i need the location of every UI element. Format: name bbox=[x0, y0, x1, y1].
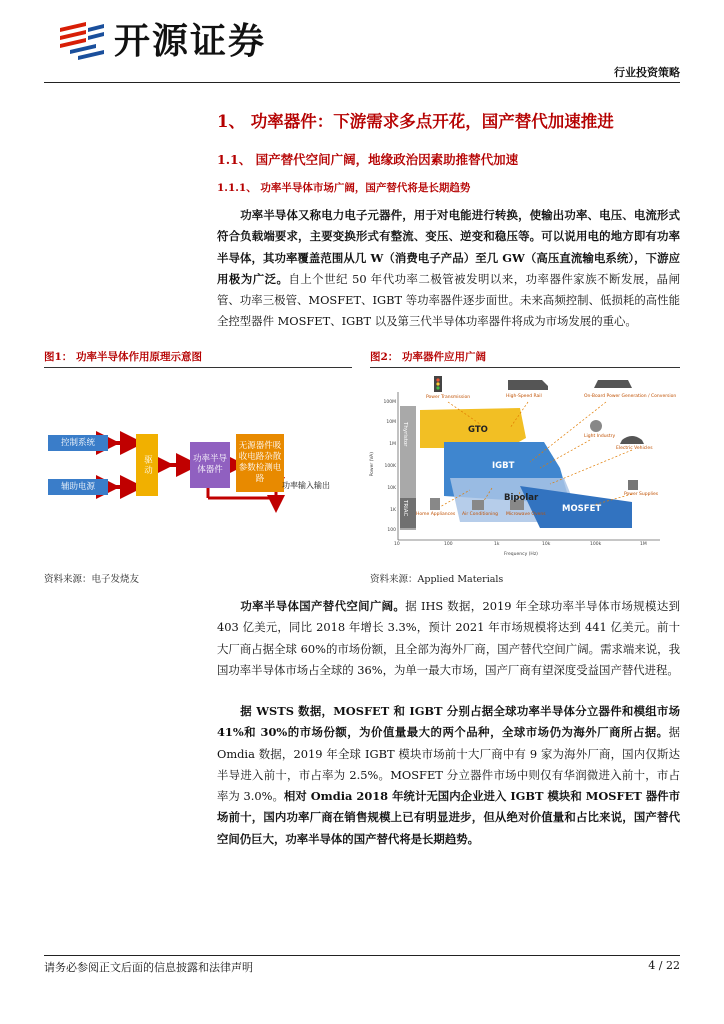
footer-divider bbox=[44, 955, 680, 956]
y-tick: 100M bbox=[383, 400, 396, 405]
figure2-chart bbox=[370, 372, 680, 564]
x-ticks bbox=[390, 542, 670, 552]
x-axis-title: Frequency (Hz) bbox=[504, 552, 538, 557]
app-on-board: On-Board Power Generation / Conversion bbox=[584, 394, 677, 399]
footer-disclaimer: 请务必参阅正文后面的信息披露和法律声明 bbox=[44, 961, 253, 974]
y-tick: 1K bbox=[390, 508, 396, 513]
high-speed-rail-icon bbox=[508, 380, 548, 390]
block-control-system: 控制系统 bbox=[48, 435, 108, 451]
block-passive-circuit: 无源器件吸收电路杂散参数检测电路 bbox=[236, 434, 284, 492]
paragraph-3-bold-1: 据 WSTS 数据，MOSFET 和 IGBT 分别占据全球功率半导体分立器件和模组市场 41%和 30%的市场份额，为价值量最大的两个品种，全球市场仍为海外厂商所占据。 bbox=[217, 704, 680, 740]
logo-text: 开源证券 bbox=[114, 21, 267, 62]
ship-icon bbox=[594, 380, 632, 388]
paragraph-intro-bold: 功率半导体又称电力电子元器件，用于对电能进行转换，使输出功率、电压、电流形式符合负载端要求，主要变换形式有整流、变压、逆变和稳压等。可以说用电的地方即有功率半导体，其功率覆盖范围从几 W（消费电子产品）至几 GW（高压直流输电系统），下游应用极为广泛。 bbox=[217, 208, 680, 286]
region-label-igbt: IGBT bbox=[492, 461, 515, 471]
section-heading-1: 1、 功率器件：下游需求多点开花，国产替代加速推进 bbox=[217, 112, 614, 131]
figure2-plot bbox=[370, 372, 680, 564]
region-label-bipolar: Bipolar bbox=[504, 493, 539, 503]
x-tick: 1k bbox=[494, 542, 500, 547]
page-number: 4 / 22 bbox=[648, 959, 680, 972]
paragraph-intro-normal: 自上个世纪 50 年代功率二极管被发明以来，功率器件家族不断发展，晶闸管、功率三极管、MOSFET、IGBT 等功率器件逐步面世。未来高频控制、低损耗的高性能全控型器件 MOSFET、IGBT 以及第三代半导体功率器件将成为市场发展的重心。 bbox=[217, 271, 680, 329]
paragraph-3-bold-2: 相对 Omdia 2018 年统计无国内企业进入 IGBT 模块和 MOSFET 器件市场前十，国内功率厂商在销售规模上已有明显进步，但从绝对价值量和占比来说，国产替代空间仍巨大，功率半导体的国产替代将是长期趋势。 bbox=[217, 789, 680, 846]
figure1-source: 资料来源：电子发烧友 bbox=[44, 574, 140, 585]
y-axis-title: Power (VA) bbox=[370, 452, 375, 477]
y-tick: 100K bbox=[384, 464, 396, 469]
figure2-caption-rule bbox=[370, 367, 680, 368]
block-power-device: 功率半导体器件 bbox=[190, 442, 230, 488]
figure1-caption-rule bbox=[44, 367, 352, 368]
header-divider bbox=[44, 82, 680, 83]
car-icon bbox=[620, 436, 644, 444]
app-electric-vehicles: Electric Vehicles bbox=[616, 446, 653, 451]
y-tick: 1M bbox=[389, 442, 396, 447]
block-aux-power: 辅助电源 bbox=[48, 479, 108, 495]
paragraph-mosfet-igbt bbox=[217, 701, 680, 850]
x-tick: 1M bbox=[640, 542, 647, 547]
paragraph-domestic-substitution bbox=[217, 596, 680, 681]
x-tick: 10k bbox=[542, 542, 551, 547]
x-tick: 100k bbox=[590, 542, 602, 547]
block-drive: 驱动 bbox=[136, 434, 158, 496]
section-heading-1-1: 1.1、 国产替代空间广阔，地缘政治因素助推替代加速 bbox=[217, 152, 519, 167]
y-tick: 10K bbox=[387, 486, 396, 491]
power-supply-icon bbox=[628, 480, 638, 490]
paragraph-intro bbox=[217, 205, 680, 333]
ac-unit-icon bbox=[472, 500, 484, 510]
paragraph-2-normal: 据 IHS 数据，2019 年全球功率半导体市场规模达到 403 亿美元，同比 2018 年增长 3.3%，预计 2021 年市场规模将达到 441 亿美元。前十大厂商占据全球 60%的市场份额，且全部为海外厂商，国产替代空间广阔。需求端来说，我国功率半导体市场占全球的 36%，为单一最大市场，国产厂商有望深度受益国产替代进程。 bbox=[217, 599, 680, 677]
app-high-speed-rail: High-Speed Rail bbox=[506, 394, 542, 399]
figure2-source: 资料来源：Applied Materials bbox=[370, 574, 504, 585]
y-tick: 100 bbox=[387, 528, 396, 533]
app-power-transmission: Power Transmission bbox=[426, 395, 471, 400]
report-type-label: 行业投资策略 bbox=[614, 66, 680, 79]
x-tick: 100 bbox=[444, 542, 453, 547]
x-tick: 10 bbox=[394, 542, 400, 547]
app-microwave-ovens: Microwave Ovens bbox=[506, 512, 546, 517]
app-power-supplies: Power Supplies bbox=[624, 492, 659, 497]
figure1-diagram bbox=[44, 376, 352, 566]
paragraph-2-bold: 功率半导体国产替代空间广阔。 bbox=[240, 599, 406, 613]
app-home-appliances: Home Appliances bbox=[416, 512, 456, 517]
label-power-io: 功率输入输出 bbox=[282, 481, 330, 490]
kaiyuan-logo-icon bbox=[56, 20, 108, 64]
y-tick: 10M bbox=[386, 420, 396, 425]
figure1-caption: 图1： 功率半导体作用原理示意图 bbox=[44, 351, 202, 363]
region-label-thyristor: Thyristor bbox=[402, 422, 408, 447]
gear-icon bbox=[590, 420, 602, 432]
y-ticks bbox=[378, 392, 396, 540]
region-label-mosfet: MOSFET bbox=[562, 504, 602, 514]
paragraph-3-normal: 据 Omdia 数据，2019 年全球 IGBT 模块市场前十大厂商中有 9 家为海外厂商，国内仅斯达半导进入前十，市占率为 2.5%。MOSFET 分立器件市场中则仅有华润微进入前十，市占率为 3.0%。 bbox=[217, 725, 680, 804]
app-light-industry: Light Industry bbox=[584, 434, 616, 439]
figure2-caption: 图2： 功率器件应用广阔 bbox=[370, 351, 486, 363]
page-header bbox=[0, 0, 724, 92]
region-label-gto: GTO bbox=[468, 425, 488, 435]
washer-icon bbox=[430, 498, 440, 510]
section-heading-1-1-1: 1.1.1、 功率半导体市场广阔，国产替代将是长期趋势 bbox=[217, 182, 471, 194]
region-label-triac: TRIAC bbox=[402, 500, 408, 517]
app-air-conditioning: Air Conditioning bbox=[462, 512, 499, 517]
